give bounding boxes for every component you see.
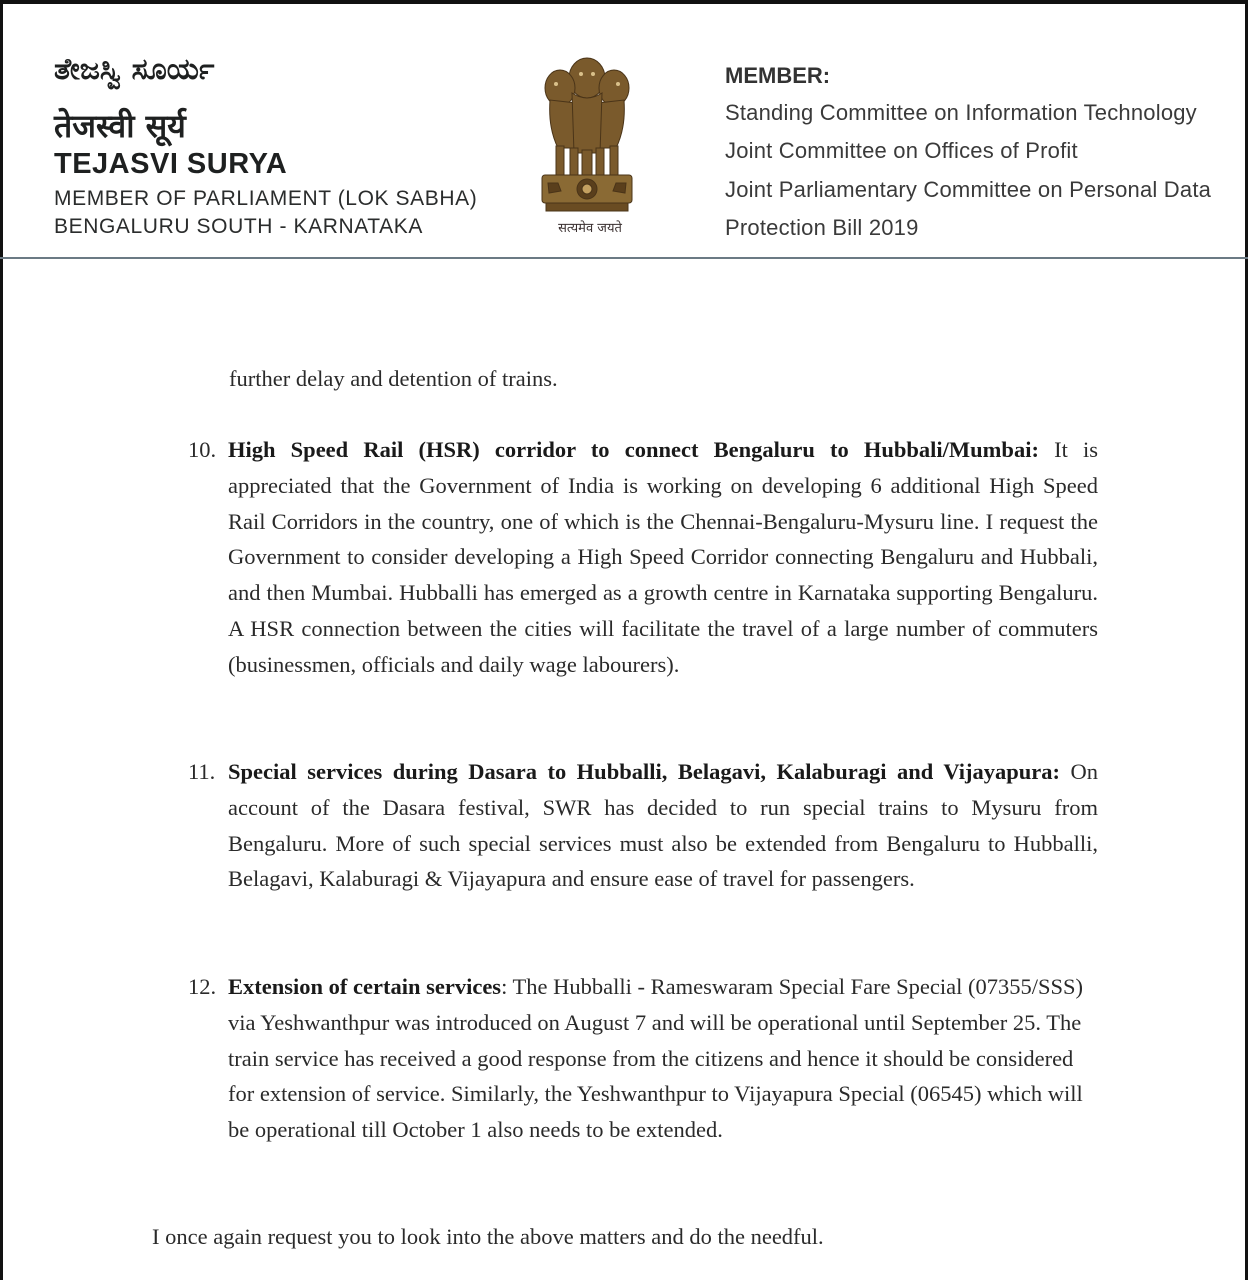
item-body: : The Hubballi - Rameswaram Special Fare Special (07355/SSS) via Yeshwanthpur was introduced on August 7 and will be operational until September 25. The train service has received a good response from the citizens and hence it should be considered for extension of service. Similarly, the Yeshwanthpur to Vijayapura Special (06545) which will be operational till October 1 also needs to be extended.: [228, 974, 1084, 1143]
item-body: It is appreciated that the Government of India is working on developing 6 additional High Speed Rail Corridors in the country, one of which is the Chennai-Bengaluru-Mysuru line. I request the Government to consider developing a High Speed Corridor connecting Bengaluru and Hubbali, and then Mumbai. Hubballi has emerged as a growth centre in Karnataka supporting Bengaluru. A HSR connection between the cities will facilitate the travel of a large number of commuters (businessmen, officials and daily wage labourers).: [228, 437, 1098, 677]
item-heading: Special services during Dasara to Hubballi, Belagavi, Kalaburagi and Vijayapura:: [228, 759, 1060, 784]
committee-item: Standing Committee on Information Technology: [725, 100, 1197, 125]
item-heading: Extension of certain services: [228, 974, 502, 999]
closing-sentence: I once again request you to look into the above matters and do the needful.: [152, 1224, 824, 1249]
national-emblem-icon: [528, 48, 646, 223]
committee-item: Joint Committee on Offices of Profit: [725, 138, 1078, 163]
constituency: BENGALURU SOUTH - KARNATAKA: [54, 215, 423, 238]
committee-item: Joint Parliamentary Committee on Personal Data: [725, 177, 1212, 202]
item-text: [228, 432, 1098, 683]
item-heading: High Speed Rail (HSR) corridor to connect Bengaluru to Hubbali/Mumbai:: [228, 437, 1039, 462]
member-title: MEMBER:: [725, 63, 831, 88]
header-divider: [0, 257, 1248, 259]
continuation-text: further delay and detention of trains.: [229, 366, 558, 391]
item-text: [228, 754, 1098, 897]
name-english: TEJASVI SURYA: [54, 148, 288, 180]
item-text: [228, 969, 1098, 1148]
letterhead: [0, 0, 1248, 262]
item-number: 12.: [188, 974, 217, 999]
designation: MEMBER OF PARLIAMENT (LOK SABHA): [54, 187, 478, 210]
item-body: On account of the Dasara festival, SWR has decided to run special trains to Mysuru from Bengaluru. More of such special services must also be extended from Bengaluru to Hubballi, Belagavi, Kalaburagi & Vijayapura and ensure ease of travel for passengers.: [228, 759, 1098, 892]
item-number: 10.: [188, 437, 217, 462]
committee-item: Protection Bill 2019: [725, 215, 919, 240]
item-number: 11.: [188, 759, 216, 784]
emblem-motto: सत्यमेव जयते: [558, 221, 622, 236]
name-kannada: ತೇಜಸ್ವಿ ಸೂರ್ಯ: [54, 52, 215, 87]
name-hindi: तेजस्वी सूर्य: [54, 107, 186, 145]
